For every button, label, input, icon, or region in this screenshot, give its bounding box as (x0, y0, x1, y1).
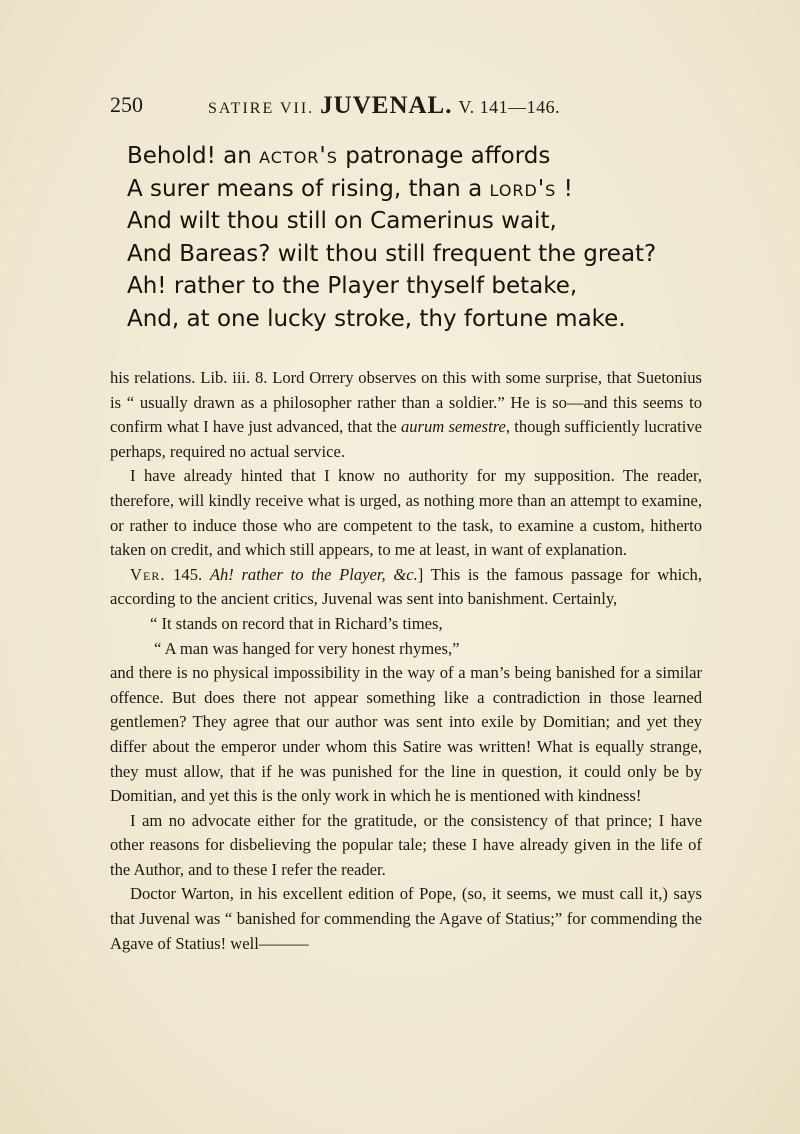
running-header (110, 90, 670, 118)
verse-line: Behold! an actor's patronage affords (127, 143, 551, 169)
author-title: JUVENAL. (320, 92, 453, 119)
verse-range: V. 141—146. (458, 97, 561, 117)
note-paragraph: Ver. 145. Ah! rather to the Player, &c.] This is the famous passage for which, according to the ancient critics, Juvenal was sent into banishment. Certainly, (110, 564, 702, 609)
note-paragraph: I am no advocate either for the gratitude, or the consistency of that prince; I have other reasons for disbelieving the popular tale; these I have already given in the life of the Author, and to these I refer the reader. (110, 810, 702, 879)
note-paragraph: I have already hinted that I know no authority for my supposition. The reader, therefore, will kindly receive what is urged, as nothing more than an attempt to examine, or rather to induce those who are competent to the task, to examine a custom, hitherto taken on credit, and which still appears, to me at least, in want of explanation. (110, 466, 702, 560)
note-paragraph: Doctor Warton, in his excellent edition of Pope, (so, it seems, we must call it,) says that Juvenal was “ banished for commending the Agave of Statius;” for commending the Agave of Statius! well——— (110, 884, 702, 953)
verse-block (127, 140, 707, 335)
quote-line: “ A man was hanged for very honest rhymes,” (154, 638, 460, 658)
verse-line: And wilt thou still on Camerinus wait, (127, 208, 557, 234)
verse-line: Ah! rather to the Player thyself betake, (127, 273, 578, 299)
verse-line: And, at one lucky stroke, thy fortune make. (127, 305, 626, 332)
note-paragraph: his relations. Lib. iii. 8. Lord Orrery observes on this with some surprise, that Suetonius is “ usually drawn as a philosopher rather than a soldier.” He is so—and this seems to confirm what I have just advanced, that the aurum semestre, though sufficiently lucrative perhaps, required no actual service. (110, 368, 702, 461)
verse-line: And Bareas? wilt thou still frequent the great? (127, 240, 657, 267)
satire-label: SATIRE VII. (208, 100, 315, 117)
running-title (208, 92, 560, 120)
quote-line: “ It stands on record that in Richard’s times, (150, 613, 443, 633)
footnotes (110, 366, 702, 956)
verse-line: A surer means of rising, than a lord's ! (127, 175, 573, 202)
page-number: 250 (110, 92, 143, 117)
note-paragraph: and there is no physical impossibility in the way of a man’s being banished for a similar offence. But does there not appear something like a contradiction in those learned gentlemen? They agree that our author was sent into exile by Domitian; and yet they differ about the emperor under whom this Satire was written! What is equally strange, they must allow, that if he was punished for the line in question, it could only be by Domitian, and yet this is the only work in which he is mentioned with kindness! (110, 663, 702, 806)
